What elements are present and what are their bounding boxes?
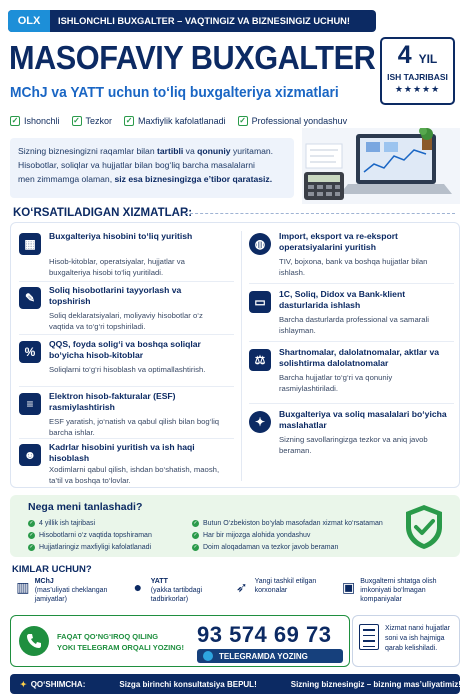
monitor-icon: ▭ xyxy=(249,291,271,313)
why-item xyxy=(192,517,383,529)
why-item xyxy=(28,529,152,541)
briefcase-icon: ▣ xyxy=(342,579,356,595)
for-whom-item xyxy=(234,577,338,597)
bottom-left-text: Sizga birinchi konsultatsiya BEPUL! xyxy=(119,679,257,689)
why-item-label: 4 yillik ish tajribasi xyxy=(39,519,96,527)
for-whom-bold: YATT xyxy=(150,578,168,585)
for-whom-list xyxy=(12,577,458,609)
for-whom-item xyxy=(16,577,116,604)
service-item xyxy=(19,339,224,387)
service-title: 1C, Soliq, Didox va Bank-klient dasturlarida ishlash xyxy=(279,289,406,310)
badge-unit: YIL xyxy=(418,52,438,66)
feature-label: Maxfiylik kafolatlanadi xyxy=(138,116,226,126)
telegram-button[interactable] xyxy=(197,649,343,663)
service-item xyxy=(19,442,224,488)
service-item xyxy=(249,409,454,469)
column-divider xyxy=(241,231,242,481)
phone-glyph xyxy=(26,633,42,649)
service-title: Buxgalteriya hisobini to‘liq yuritish xyxy=(49,231,193,241)
page-subtitle: MChJ va YATT uchun to‘liq buxgalteriya xizmatlari xyxy=(10,84,339,101)
check-icon: ✓ xyxy=(193,531,198,538)
service-title: Soliq hisobotlarini tayyorlash va topshirish xyxy=(49,285,182,306)
sparkle-icon: ✦ xyxy=(20,679,27,689)
building-icon: ▦ xyxy=(19,233,41,255)
feature-item xyxy=(72,116,113,126)
divider xyxy=(249,283,454,284)
intro-bold: tartibli xyxy=(157,146,184,156)
service-title: Import, eksport va re-eksport operatsiyalarini yuritish xyxy=(279,231,398,252)
price-note xyxy=(352,615,460,667)
check-icon: ✓ xyxy=(29,519,34,526)
why-me-panel xyxy=(10,495,460,557)
telegram-icon xyxy=(203,651,213,661)
feature-label: Tezkor xyxy=(85,116,113,126)
why-item-label: Butun O‘zbekiston bo‘ylab masofadan xizmat ko‘rsataman xyxy=(203,519,383,527)
check-icon: ✓ xyxy=(11,116,19,125)
intro-text: men zimmamga olaman, xyxy=(18,174,115,184)
shield-icon xyxy=(402,503,446,551)
phone-icon[interactable] xyxy=(19,626,49,656)
contact-line-1: FAQAT QO‘NG‘IROQ QILING xyxy=(57,632,159,641)
top-banner-text: ISHLONCHLI BUXGALTER – VAQTINGIZ VA BIZNESINGIZ UCHUN! xyxy=(58,16,350,26)
why-item-label: Hujjatlaringiz maxfiyligi kafolatlanadi xyxy=(39,543,152,551)
bottom-label: QO‘SHIMCHA: xyxy=(30,679,86,689)
rocket-icon: ➶ xyxy=(235,579,248,595)
why-item xyxy=(192,541,383,553)
check-icon: ✓ xyxy=(125,116,133,125)
for-whom-text: Yangi tashkil etilgan korxonalar xyxy=(254,578,317,594)
service-title: Elektron hisob-fakturalar (ESF) rasmiylashtirish xyxy=(49,391,176,412)
for-whom-text: Buxgalterni shtatga olish imkoniyati bo‘lmagan kompaniyalar xyxy=(360,578,437,603)
service-item xyxy=(19,231,224,281)
gavel-icon: ⚖ xyxy=(249,349,271,371)
service-desc: Barcha dasturlarda professional va samarali ishlayman. xyxy=(279,315,429,335)
why-item xyxy=(28,517,152,529)
for-whom-text: (mas’uliyati cheklangan jamiyatlar) xyxy=(34,587,108,603)
lightbulb-icon: ✦ xyxy=(249,411,271,433)
feature-label: Ishonchli xyxy=(24,116,60,126)
divider xyxy=(19,386,234,387)
service-desc: Hisob-kitoblar, operatsiyalar, hujjatlar va buxgalteriya hisobi to‘liq yuritiladi. xyxy=(49,257,185,277)
heading-divider xyxy=(185,213,455,214)
why-title: Nega meni tanlashadi? xyxy=(28,501,143,513)
check-icon: ✓ xyxy=(29,543,34,550)
page-title: MASOFAVIY BUXGALTER xyxy=(9,39,376,76)
service-desc: ESF yaratish, jo‘natish va qabul qilish bilan bog‘liq barcha ishlar. xyxy=(49,417,220,437)
service-desc: TIV, bojxona, bank va boshqa hujjatlar bilan ishlash. xyxy=(279,257,428,277)
company-icon: ▥ xyxy=(16,579,30,595)
percent-icon: % xyxy=(19,341,41,363)
feature-item xyxy=(10,116,60,126)
experience-badge xyxy=(380,37,455,105)
phone-number[interactable]: 93 574 69 73 xyxy=(197,622,332,647)
laptop-illustration xyxy=(302,128,460,204)
check-icon: ✓ xyxy=(239,116,246,125)
service-desc: Barcha hujjatlar to‘g‘ri va qonuniy rasmiylashtiriladi. xyxy=(279,373,393,393)
contact-line-2: YOKI TELEGRAM ORQALI YOZING! xyxy=(57,643,184,652)
service-desc: Soliqlarni to‘g‘ri hisoblash va optimallashtirish. xyxy=(49,365,206,374)
globe-icon: ◍ xyxy=(249,233,271,255)
why-item-label: Hisobotlarni o‘z vaqtida topshiraman xyxy=(39,531,152,539)
for-whom-text: (yakka tartibdagi tadbirkorlar) xyxy=(150,587,203,603)
document-icon xyxy=(359,624,379,650)
feature-item xyxy=(238,116,348,126)
check-icon: ✓ xyxy=(73,116,80,125)
badge-stars: ★★★★★ xyxy=(394,84,441,94)
document-icon: ✎ xyxy=(19,287,41,309)
why-list-left xyxy=(28,517,152,553)
feature-list xyxy=(10,116,347,126)
why-item xyxy=(28,541,152,553)
badge-number: 4 xyxy=(397,41,412,69)
divider xyxy=(249,403,454,404)
service-title: Shartnomalar, dalolatnomalar, aktlar va solishtirma dalolatnomalar xyxy=(279,347,440,368)
intro-text: yuritaman. xyxy=(230,146,274,156)
service-desc: Xodimlarni qabul qilish, ishdan bo‘shatish, maosh, ta’til va boshqa to‘lovlar. xyxy=(49,465,220,485)
divider xyxy=(249,341,454,342)
badge-label: ISH TAJRIBASI xyxy=(387,72,448,82)
olx-logo: OLX xyxy=(8,10,50,32)
bottom-bar xyxy=(10,674,460,694)
divider xyxy=(19,334,234,335)
intro-text: Sizning biznesingizni raqamlar bilan xyxy=(18,146,158,156)
invoice-icon: ≡ xyxy=(19,393,41,415)
service-title: Kadrlar hisobini yuritish va ish haqi hisoblash xyxy=(49,442,195,463)
intro-text: va xyxy=(183,146,198,156)
intro-bold: qonuniy xyxy=(197,146,231,156)
why-list-right xyxy=(192,517,383,553)
service-item xyxy=(19,391,224,439)
services-panel xyxy=(10,222,460,488)
price-note-text: Xizmat narxi hujjatlar soni va ish hajmiga qarab kelishiladi. xyxy=(385,625,450,652)
divider xyxy=(19,281,234,282)
why-item xyxy=(192,529,383,541)
service-title: QQS, foyda solig‘i va boshqa soliqlar bo‘yicha hisob-kitoblar xyxy=(49,339,201,360)
service-item xyxy=(19,285,224,335)
services-heading: KO‘RSATILADIGAN XIZMATLAR: xyxy=(13,207,193,219)
service-title: Buxgalteriya va soliq masalalari bo‘yicha maslahatlar xyxy=(279,409,447,430)
divider xyxy=(19,438,234,439)
feature-item xyxy=(124,116,226,126)
people-icon: ☻ xyxy=(19,444,41,466)
service-item xyxy=(249,347,454,407)
telegram-label: TELEGRAMDA YOZING xyxy=(219,651,308,661)
intro-text: Hisobotlar, soliqlar va hujjatlar bilan bog‘liq barcha masalalarni xyxy=(18,160,255,170)
top-banner xyxy=(8,10,376,32)
for-whom-title: KIMLAR UCHUN? xyxy=(12,564,92,575)
check-icon: ✓ xyxy=(193,519,198,526)
service-item xyxy=(249,289,454,341)
for-whom-bold: MChJ xyxy=(34,578,54,585)
intro-bold: siz esa biznesingizga e’tibor qaratasiz. xyxy=(114,174,273,184)
service-item xyxy=(249,231,454,283)
why-item-label: Har bir mijozga alohida yondashuv xyxy=(203,531,311,539)
person-icon: ● xyxy=(133,579,143,595)
service-desc: Sizning savollaringizga tezkor va aniq javob beraman. xyxy=(279,435,428,455)
for-whom-item xyxy=(342,577,458,604)
service-desc: Soliq deklaratsiyalari, moliyaviy hisobotlar o‘z vaqtida va to‘g‘ri topshiriladi. xyxy=(49,311,203,331)
feature-label: Professional yondashuv xyxy=(251,116,348,126)
why-item-label: Doim aloqadaman va tezkor javob beraman xyxy=(203,543,339,551)
check-icon: ✓ xyxy=(193,543,198,550)
for-whom-item xyxy=(130,577,230,604)
check-icon: ✓ xyxy=(29,531,34,538)
intro-box xyxy=(10,138,294,198)
contact-box xyxy=(10,615,350,667)
bottom-right-text: Sizning biznesingiz – bizning mas’uliyatimiz! xyxy=(290,679,461,689)
